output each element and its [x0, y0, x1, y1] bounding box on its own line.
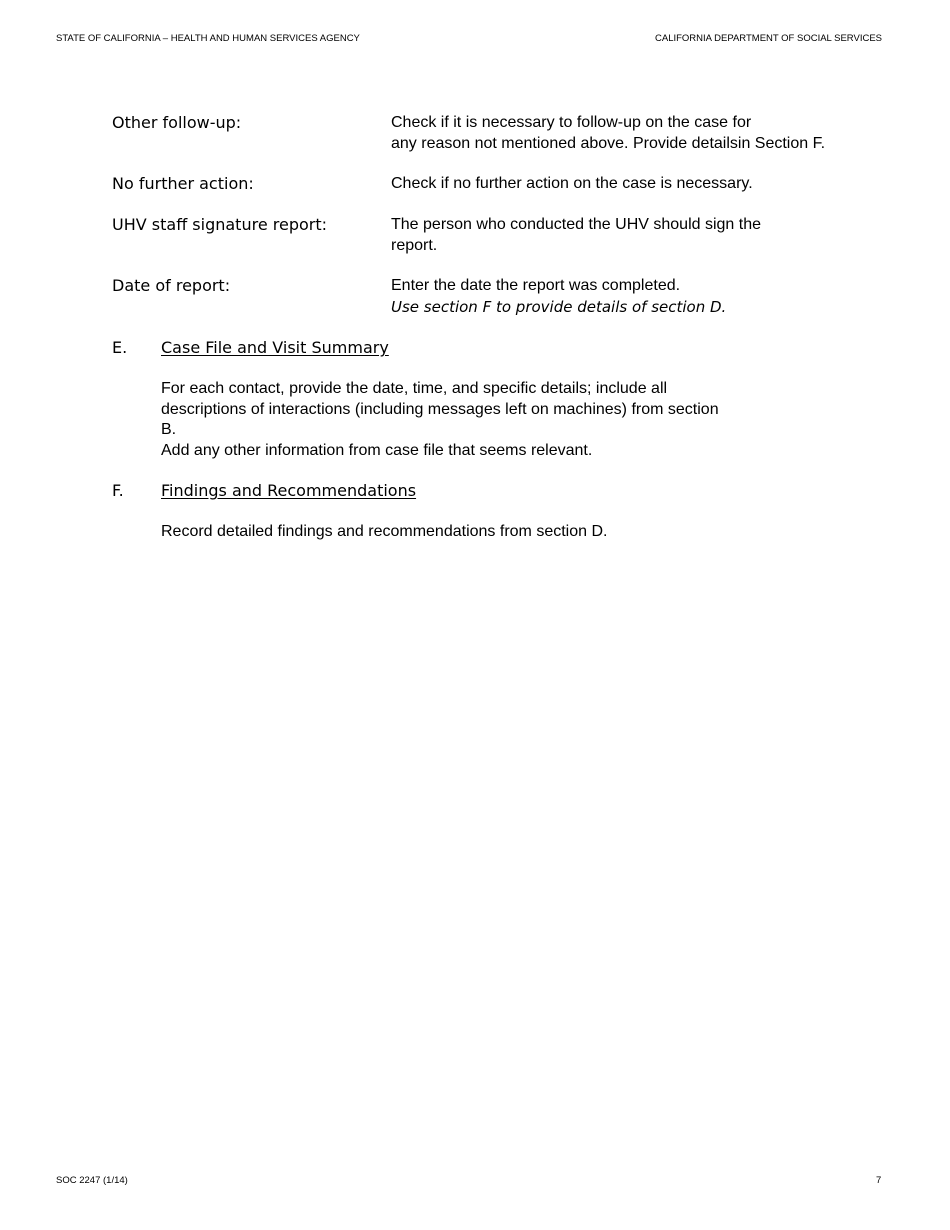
section-e-title: Case File and Visit Summary [161, 338, 389, 357]
section-f-letter: F. [112, 481, 124, 500]
description-line: any reason not mentioned above. Provide detailsin Section F. [391, 134, 826, 152]
description-line: Check if it is necessary to follow-up on the case for [391, 114, 752, 131]
section-line: B. [161, 421, 177, 438]
section-line: For each contact, provide the date, time, and specific details; include all [161, 380, 668, 397]
definition-term: Other follow-up: [112, 113, 242, 132]
description-line: Enter the date the report was completed. [391, 277, 681, 294]
description-line: The person who conducted the UHV should sign the [391, 216, 762, 233]
definition-description [391, 174, 911, 195]
definition-term: UHV staff signature report: [112, 215, 328, 234]
section-line: Record detailed findings and recommendations from section D. [161, 523, 608, 540]
definition-term: Date of report: [112, 276, 231, 295]
header-department: CALIFORNIA DEPARTMENT OF SOCIAL SERVICES [655, 33, 882, 44]
footer-form-number: SOC 2247 (1/14) [56, 1175, 128, 1186]
section-line: descriptions of interactions (including messages left on machines) from section [161, 400, 719, 418]
section-f-title: Findings and Recommendations [161, 481, 417, 500]
description-note: Use section F to provide details of section D. [391, 297, 727, 316]
footer-page-number: 7 [876, 1175, 882, 1186]
definition-term: No further action: [112, 174, 254, 193]
description-line: report. [391, 236, 438, 254]
section-e-letter: E. [112, 338, 128, 357]
section-f-body [161, 522, 821, 543]
definition-description [391, 113, 911, 154]
definition-description [391, 215, 911, 256]
description-line: Check if no further action on the case is necessary. [391, 175, 753, 192]
section-e-body [161, 379, 821, 461]
section-line: Add any other information from case file that seems relevant. [161, 441, 593, 459]
definition-description [391, 276, 911, 317]
header-agency: STATE OF CALIFORNIA – HEALTH AND HUMAN SERVICES AGENCY [56, 33, 360, 44]
